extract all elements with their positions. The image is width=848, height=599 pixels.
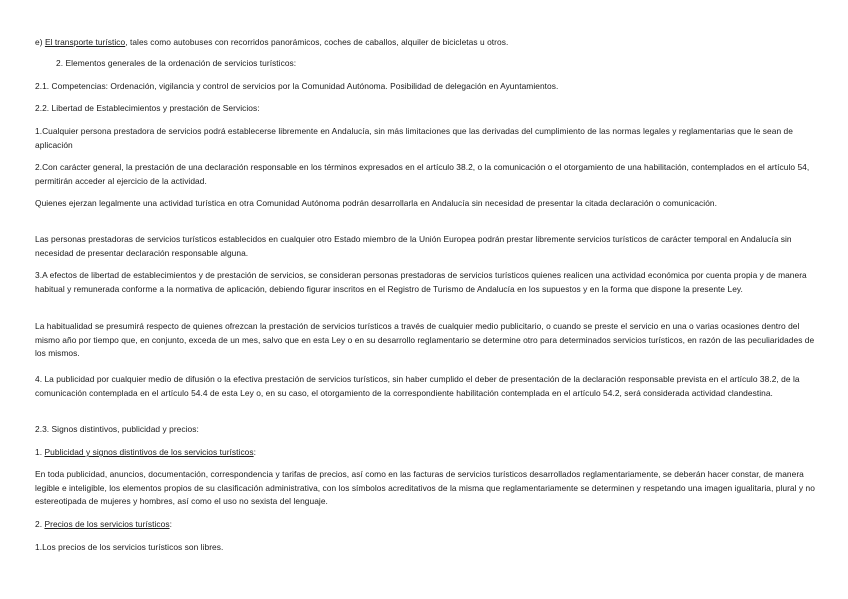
subheading-precios <box>35 518 820 532</box>
paragraph-1: 1.Cualquier persona prestadora de servicios podrá establecerse libremente en Andalucía, sin más limitaciones que las derivadas del cumplimiento de las normas legales y reglamentarias que le sean de aplicación <box>35 126 793 150</box>
paragraph-2: 2.Con carácter general, la prestación de una declaración responsable en los términos expresados en el artículo 38.2, o la comunicación o el otorgamiento de una habilitación, contemplados en el artículo 54, permitirán acceder al ejercicio de la actividad. <box>35 162 810 186</box>
item-e-text: , tales como autobuses con recorridos panorámicos, coches de caballos, alquiler de bicicletas u otros. <box>125 37 509 47</box>
paragraph-habitualidad: La habitualidad se presumirá respecto de quienes ofrezcan la prestación de servicios turísticos a través de cualquier medio publicitario, o cuando se preste el servicio en una o varias ocasiones dentro del mismo año por tiempo que, en conjunto, exceda de un mes, salvo que en esta Ley o en su desarrollo reglamentario se determine otro para determinados servicios turísticos, en razón de las peculiaridades de los mismos. <box>35 321 815 358</box>
list-item-e <box>35 36 820 50</box>
paragraph-publicidad: En toda publicidad, anuncios, documentación, correspondencia y tarifas de precios, así como en las facturas de servicios turísticos desarrollados reglamentariamente, se deberán hacer constar, de manera legible e inteligible, los elementos propios de su clasificación administrativa, con los símbolos acreditativos de la misma que reglamentariamente se determinen y respetando una imagen igualitaria, plural y no estereotipada de mujeres y hombres, así como el uso no sexista del lenguaje. <box>35 469 815 506</box>
paragraph-2-1: 2.1. Competencias: Ordenación, vigilancia y control de servicios por la Comunidad Autónoma. Posibilidad de delegación en Ayuntamientos. <box>35 81 559 91</box>
section-heading-2: 2. Elementos generales de la ordenación de servicios turísticos: <box>56 58 297 68</box>
paragraph-2-2: 2.2. Libertad de Establecimientos y prestación de Servicios: <box>35 103 260 113</box>
subheading-number: 2. <box>35 519 45 529</box>
subheading-number: 1. <box>35 447 45 457</box>
subheading-colon: : <box>169 519 172 529</box>
subheading-title: Publicidad y signos distintivos de los servicios turísticos <box>44 447 254 457</box>
subheading-publicidad <box>35 446 820 460</box>
paragraph-4: 4. La publicidad por cualquier medio de difusión o la efectiva prestación de servicios turísticos, sin haber cumplido el deber de presentación de la declaración responsable prevista en el artículo 38.2, de la comunicación contemplada en el artículo 54.4 de esta Ley o, en su caso, el otorgamiento de la correspondiente habilitación contemplada en el artículo 54.2, será considerada actividad clandestina. <box>35 374 800 398</box>
subheading-colon: : <box>253 447 257 457</box>
paragraph-personas: Las personas prestadoras de servicios turísticos establecidos en cualquier otro Estado miembro de la Unión Europea podrán prestar libremente servicios turísticos de carácter temporal en Andalucía sin necesidad de presentar declaración responsable alguna. <box>35 234 792 258</box>
paragraph-2-3: 2.3. Signos distintivos, publicidad y precios: <box>35 424 199 434</box>
item-e-link[interactable]: El transporte turístico <box>44 37 126 47</box>
subheading-title: Precios de los servicios turísticos <box>44 519 170 529</box>
paragraph-3: 3.A efectos de libertad de establecimientos y de prestación de servicios, se consideran personas prestadoras de servicios turísticos quienes realicen una actividad económica por cuenta propia y de manera habitual y remunerada conforme a la normativa de aplicación, debiendo figurar inscritos en el Registro de Turismo de Andalucía en los supuestos y en la forma que dispone la presente Ley. <box>35 270 807 294</box>
paragraph-quienes: Quienes ejerzan legalmente una actividad turística en otra Comunidad Autónoma podrán desarrollarla en Andalucía sin necesidad de presentar la citada declaración o comunicación. <box>35 198 718 208</box>
item-marker: e) <box>35 37 43 47</box>
paragraph-precios: 1.Los precios de los servicios turísticos son libres. <box>35 542 224 552</box>
